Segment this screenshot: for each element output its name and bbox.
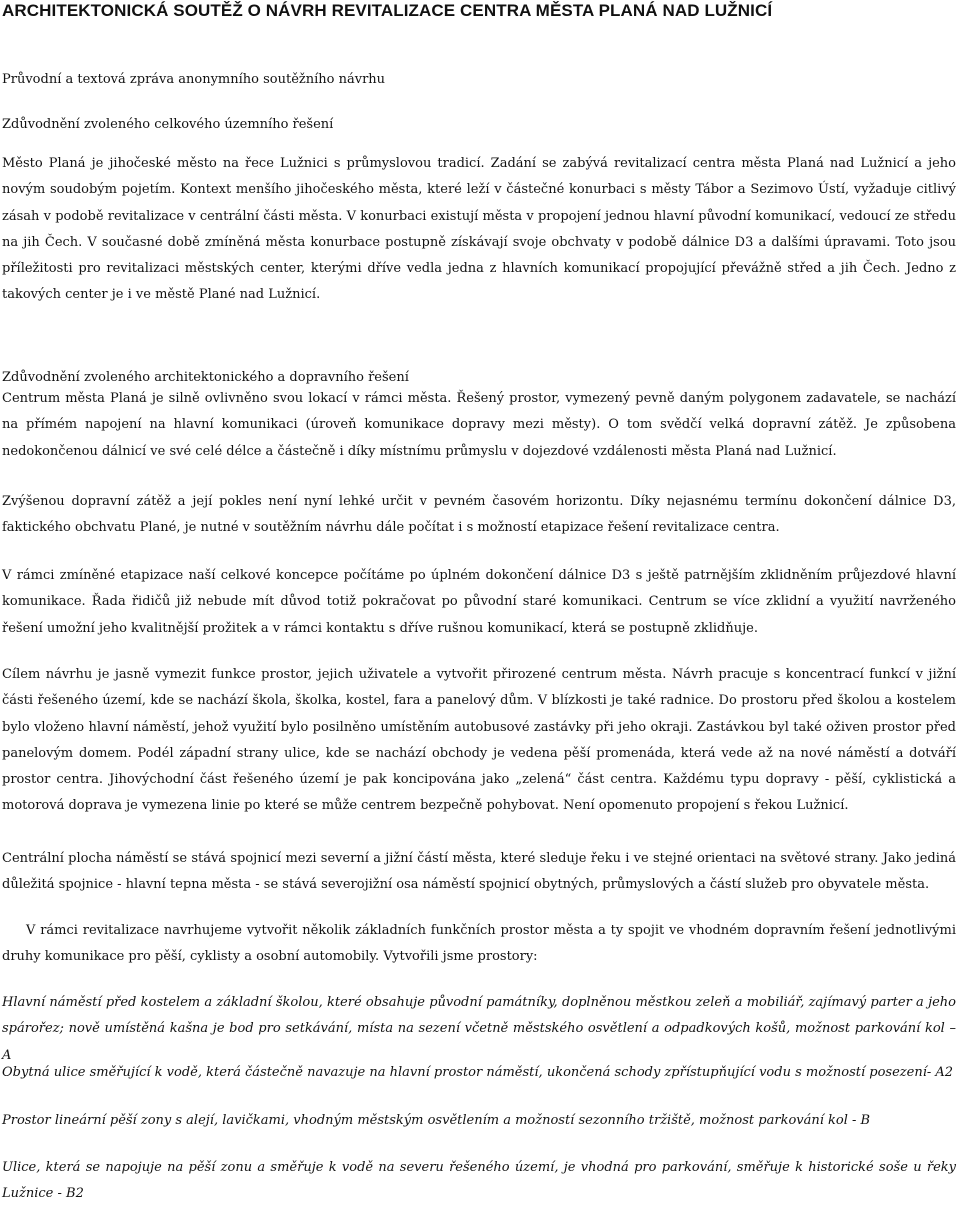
paragraph-5: Cílem návrhu je jasně vymezit funkce prostor, jejich uživatele a vytvořit přirozené centrum města. Návrh pracuje s koncentrací funkcí v jižní části řešeného území, kde se nachází škola, školka, kostel, fara a panelový dům. V blízkosti je také radnice. Do prostoru před školou a kostelem bylo vloženo hlavní náměstí, jehož využití bylo posilněno umístěním autobusové zastávky při jeho okraji. Zastávkou byl také oživen prostor před panelovým domem. Podél západní strany ulice, kde se nachází obchody je vedena pěší promenáda, která vede až na nové náměstí a dotváří prostor centra. Jihovýchodní část řešeného území je pak koncipována jako „zelená“ část centra. Každému typu dopravy - pěší, cyklistická a motorová doprava je vymezena linie po které se může centrem bezpečně pohybovat. Není opomenuto propojení s řekou Lužnicí.	[2, 667, 956, 814]
document-subtitle: Průvodní a textová zpráva anonymního soutěžního návrhu	[2, 72, 386, 87]
document-title: ARCHITEKTONICKÁ SOUTĚŽ O NÁVRH REVITALIZACE CENTRA MĚSTA PLANÁ NAD LUŽNICÍ	[2, 1, 773, 20]
paragraph-4: V rámci zmíněné etapizace naší celkové koncepce počítáme po úplném dokončení dálnice D3 s ještě patrnějším zklidněním průjezdové hlavní komunikace. Řada řidičů již nebude mít důvod totiž pokračovat po původní staré komunikaci. Centrum se více zklidní a využití navrženého řešení umožní jeho kvalitnější prožitek a v rámci kontaktu s dříve rušnou komunikací, která se postupně zklidňuje.	[2, 568, 956, 636]
section1-heading: Zdůvodnění zvoleného celkového územního řešení	[2, 117, 334, 132]
list-item-a2: Obytná ulice směřující k vodě, která částečně navazuje na hlavní prostor náměstí, ukončená schody zpřístupňující vodu s možností posezení- A2	[2, 1065, 954, 1080]
list-item-b2: Ulice, která se napojuje na pěší zonu a směřuje k vodě na severu řešeného území, je vhodná pro parkování, směřuje k historické soše u řeky Lužnice - B2	[2, 1160, 956, 1202]
section1-text: Město Planá je jihočeské město na řece Lužnici s průmyslovou tradicí. Zadání se zabývá revitalizací centra města Planá nad Lužnicí a jeho novým soudobým pojetím. Kontext menšího jihočeského města, které leží v částečné konurbaci s městy Tábor a Sezimovo Ústí, vyžaduje citlivý zásah v podobě revitalizace v centrální části města. V konurbaci existují města v propojení jednou hlavní původní komunikací, vedoucí ze středu na jih Čech. V současné době zmíněná města konurbace postupně získávají svoje obchvaty v podobě dálnice D3 a dalšími úpravami. Toto jsou příležitosti pro revitalizaci městských center, kterými dříve vedla jedna z hlavních komunikací propojující převážně střed a jih Čech. Jedno z takových center je i ve městě Plané nad Lužnicí.	[2, 156, 956, 303]
list-item-b: Prostor lineární pěší zony s alejí, lavičkami, vhodným městským osvětlením a možností sezonního tržiště, možnost parkování kol - B	[2, 1113, 871, 1128]
paragraph-3: Zvýšenou dopravní zátěž a její pokles není nyní lehké určit v pevném časovém horizontu. Díky nejasnému termínu dokončení dálnice D3, faktického obchvatu Plané, je nutné v soutěžním návrhu dále počítat i s možností etapizace řešení revitalizace centra.	[2, 494, 956, 536]
paragraph-7: V rámci revitalizace navrhujeme vytvořit několik základních funkčních prostor města a ty spojit ve vhodném dopravním řešení jednotlivými druhy komunikace pro pěší, cyklisty a osobní automobily. Vytvořili jsme prostory:	[2, 923, 956, 965]
section2-text: Centrum města Planá je silně ovlivněno svou lokací v rámci města. Řešený prostor, vymezený pevně daným polygonem zadavatele, se nachází na přímém napojení na hlavní komunikaci (úroveň komunikace dopravy mezi městy). O tom svědčí velká dopravní zátěž. Je způsobena nedokončenou dálnicí ve své celé délce a částečně i díky místnímu průmyslu v dojezdové vzdálenosti města Planá nad Lužnicí.	[2, 391, 956, 459]
list-item-a: Hlavní náměstí před kostelem a základní školou, které obsahuje původní památníky, doplněnou městkou zeleň a mobiliář, zajímavý parter a jeho spárořez; nově umístěná kašna je bod pro setkávání, místa na sezení včetně městského osvětlení a odpadkových košů, možnost parkování kol – A	[2, 995, 956, 1063]
section2-heading: Zdůvodnění zvoleného architektonického a dopravního řešení	[2, 370, 409, 385]
paragraph-6: Centrální plocha náměstí se stává spojnicí mezi severní a jižní částí města, které sleduje řeku i ve stejné orientaci na světové strany. Jako jediná důležitá spojnice - hlavní tepna města - se stává severojižní osa náměstí spojnicí obytných, průmyslových a částí služeb pro obyvatele města.	[2, 851, 956, 893]
